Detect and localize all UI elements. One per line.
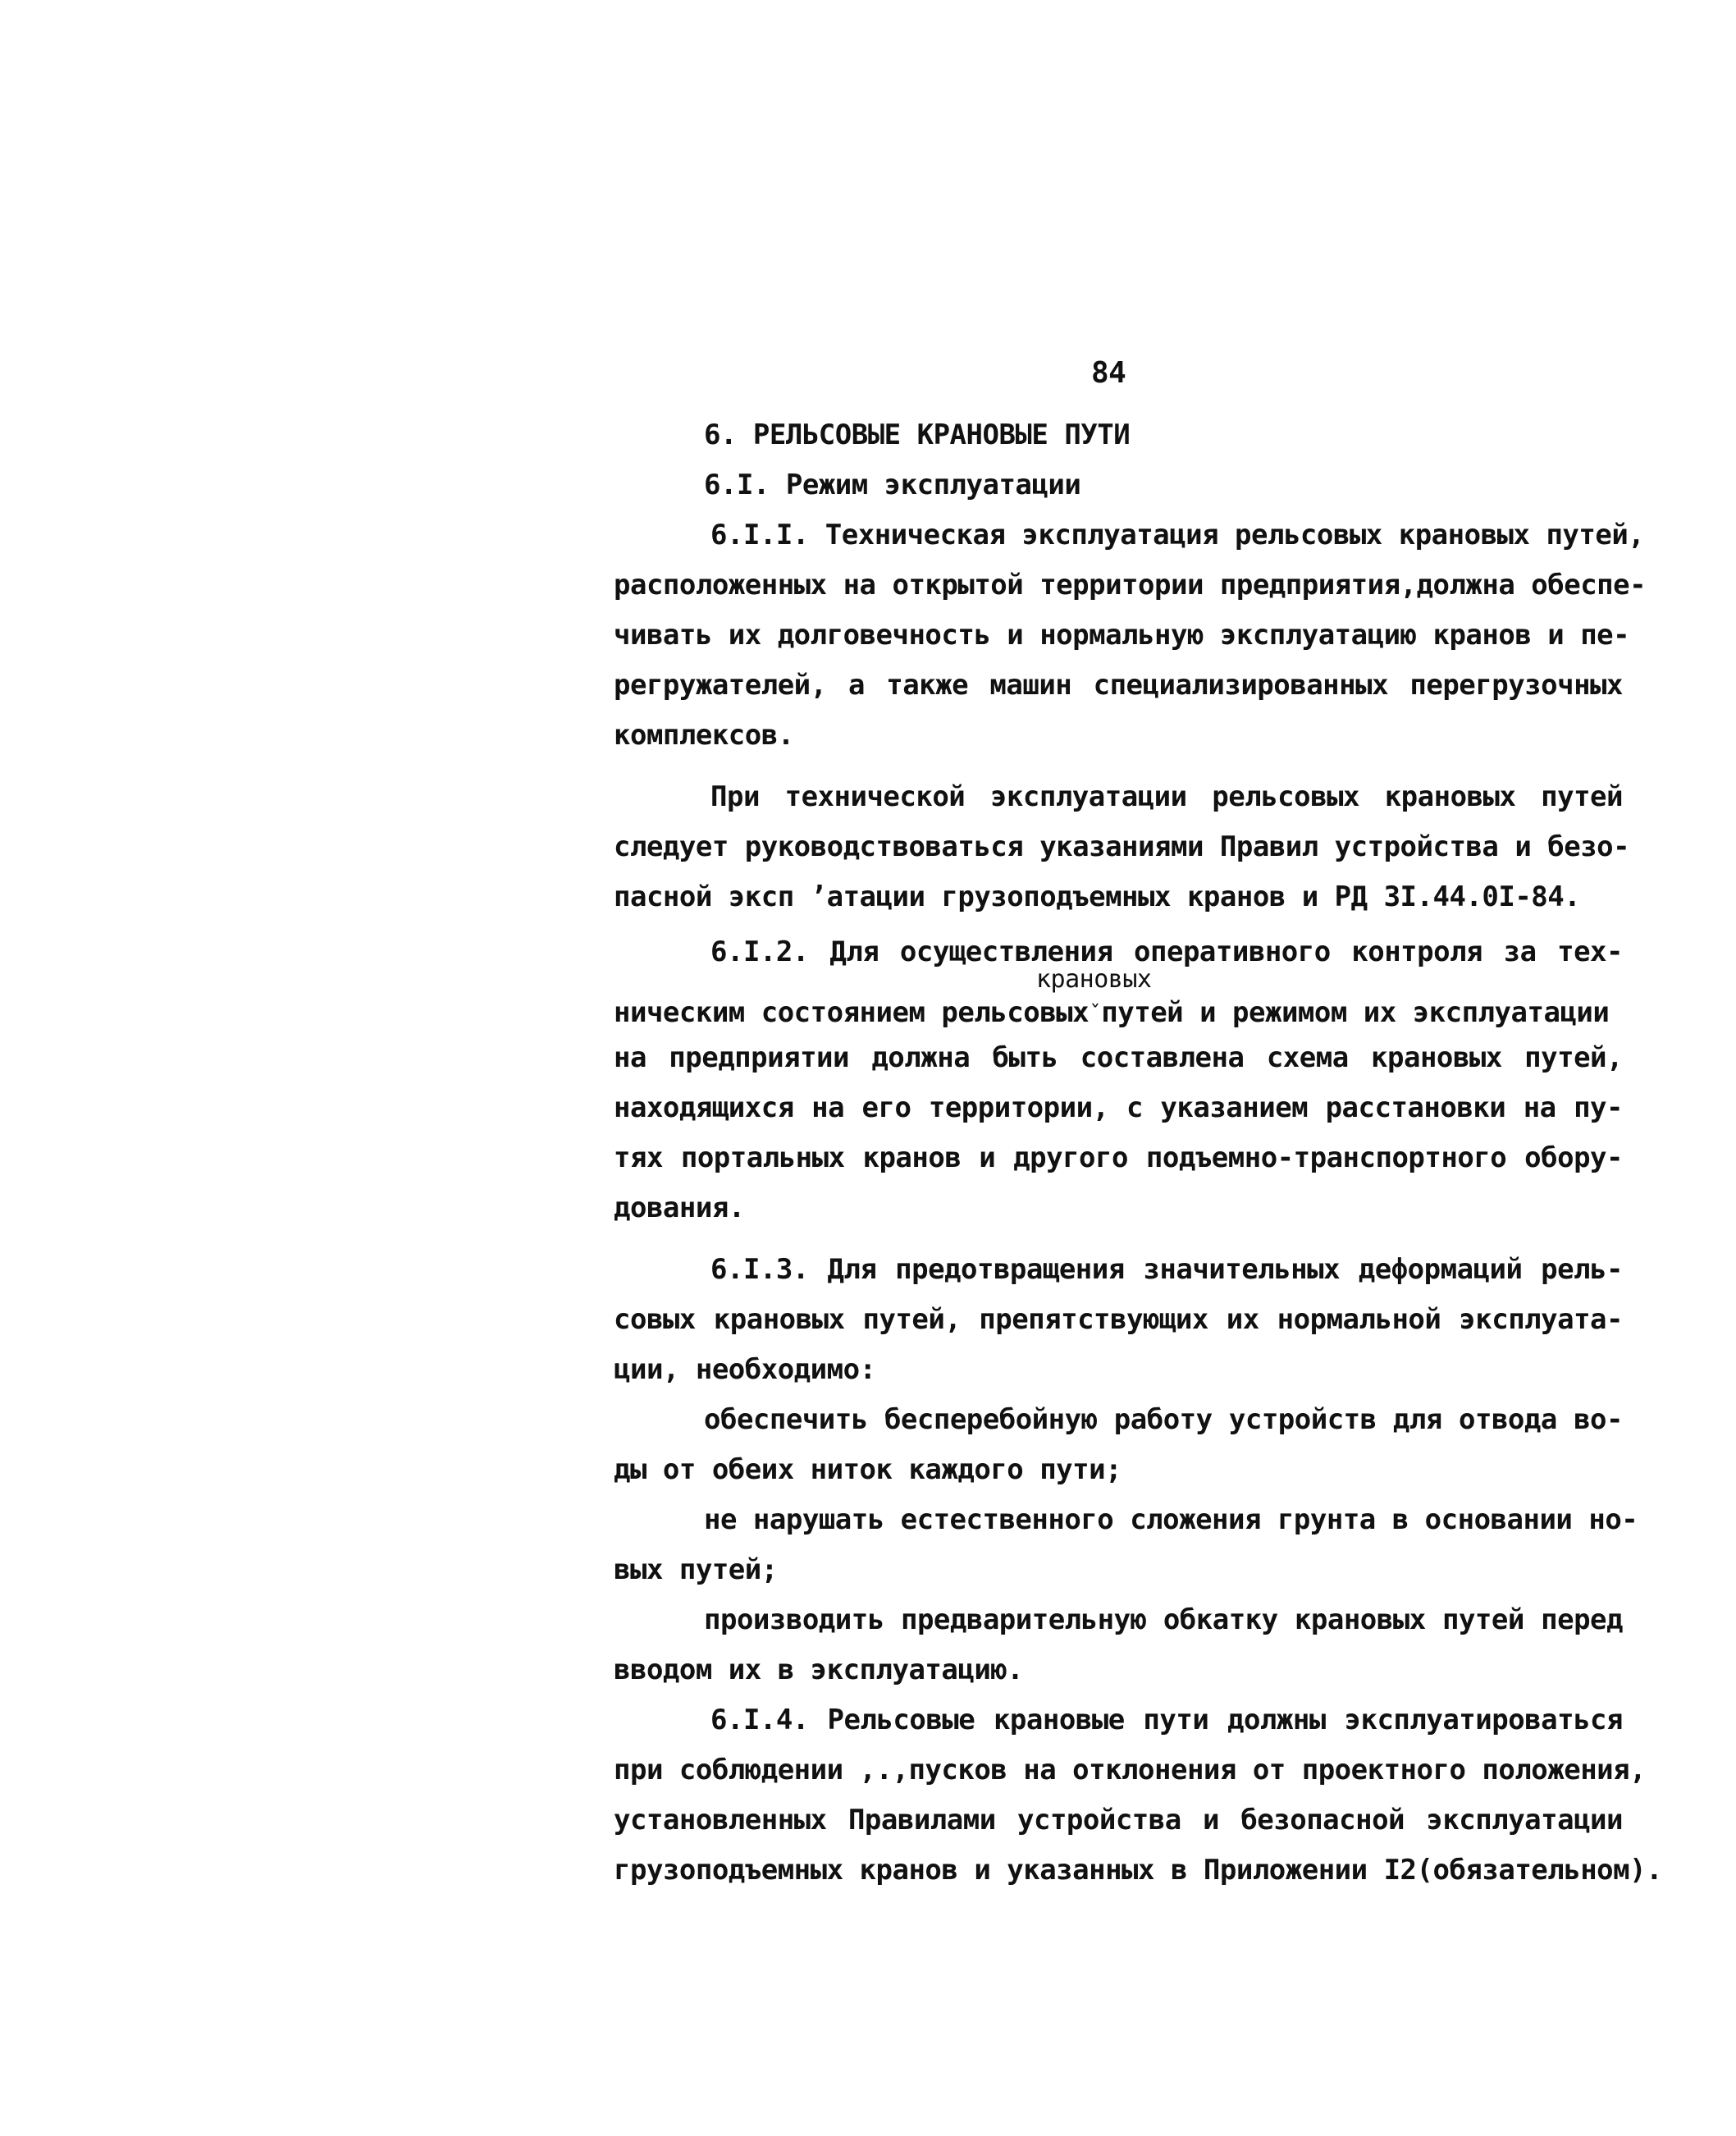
subsection-title: 6.I. Режим эксплуатации <box>704 469 1081 501</box>
text-line: 6.I.4. Рельсовые крановые пути должны эксплуатироваться <box>710 1704 1623 1736</box>
text-line: регружателей, а также машин специализированных перегрузочных <box>614 669 1623 702</box>
text-line: следует руководствоваться указаниями Правил устройства и безо- <box>614 830 1630 863</box>
text-segment: ническим состоянием рельсовых <box>614 996 1090 1029</box>
text-line: дования. <box>614 1191 745 1224</box>
text-segment: путей и режимом их эксплуатации <box>1101 996 1610 1029</box>
text-line: установленных Правилами устройства и безопасной эксплуатации <box>614 1804 1623 1836</box>
paragraph-6-1-3 <box>614 1245 1638 1695</box>
paragraph-6-1-1-continued <box>614 772 1630 922</box>
text-line: комплексов. <box>614 719 794 752</box>
text-line <box>614 992 1623 1033</box>
text-line: грузоподъемных кранов и указанных в Приложении I2(обязательном). <box>614 1854 1663 1887</box>
handwritten-insertion: крановых <box>1036 965 1152 994</box>
section-title: 6. РЕЛЬСОВЫЕ КРАНОВЫЕ ПУТИ <box>704 419 1131 451</box>
list-item-first-line: не нарушать естественного сложения грунта в основании но- <box>704 1503 1638 1536</box>
text-line: при соблюдении ‚.‚пусков на отклонения от проектного положения, <box>614 1754 1647 1786</box>
document-body <box>614 410 1663 1896</box>
text-line: тях портальных кранов и другого подъемно-транспортного обору- <box>614 1141 1623 1174</box>
paragraph-6-1-2 <box>614 934 1623 1233</box>
page-number: 84 <box>1091 356 1126 390</box>
paragraph-6-1-1 <box>614 510 1647 761</box>
list-item-first-line: обеспечить бесперебойную работу устройств для отвода во- <box>704 1403 1623 1436</box>
text-line: 6.I.2. Для осуществления оперативного контроля за тех- <box>710 935 1623 968</box>
text-line: находящихся на его территории, с указанием расстановки на пу- <box>614 1091 1623 1124</box>
text-line: При технической эксплуатации рельсовых крановых путей <box>710 780 1623 813</box>
text-line: 6.I.I. Техническая эксплуатация рельсовых крановых путей, <box>710 519 1645 551</box>
text-line: совых крановых путей, препятствующих их нормальной эксплуата- <box>614 1303 1623 1336</box>
text-line: 6.I.3. Для предотвращения значительных деформаций рель- <box>710 1253 1623 1286</box>
list-item-continuation: вводом их в эксплуатацию. <box>614 1653 1024 1686</box>
insertion-mark: ˇ <box>1089 1001 1102 1027</box>
text-line: расположенных на открытой территории предприятия,должна обеспе- <box>614 569 1647 601</box>
text-line: чивать их долговечность и нормальную эксплуатацию кранов и пе- <box>614 619 1630 652</box>
paragraph-6-1-4 <box>614 1695 1663 1896</box>
text-line: на предприятии должна быть составлена схема крановых путей, <box>614 1041 1623 1074</box>
list-item-continuation: ды от обеих ниток каждого пути; <box>614 1453 1122 1486</box>
list-item-continuation: вых путей; <box>614 1553 778 1586</box>
text-line: ции, необходимо: <box>614 1353 876 1386</box>
text-line: пасной эксп ’атации грузоподъемных кранов и РД 3I.44.0I-84. <box>614 880 1581 913</box>
list-item-first-line: производить предварительную обкатку крановых путей перед <box>704 1603 1623 1636</box>
